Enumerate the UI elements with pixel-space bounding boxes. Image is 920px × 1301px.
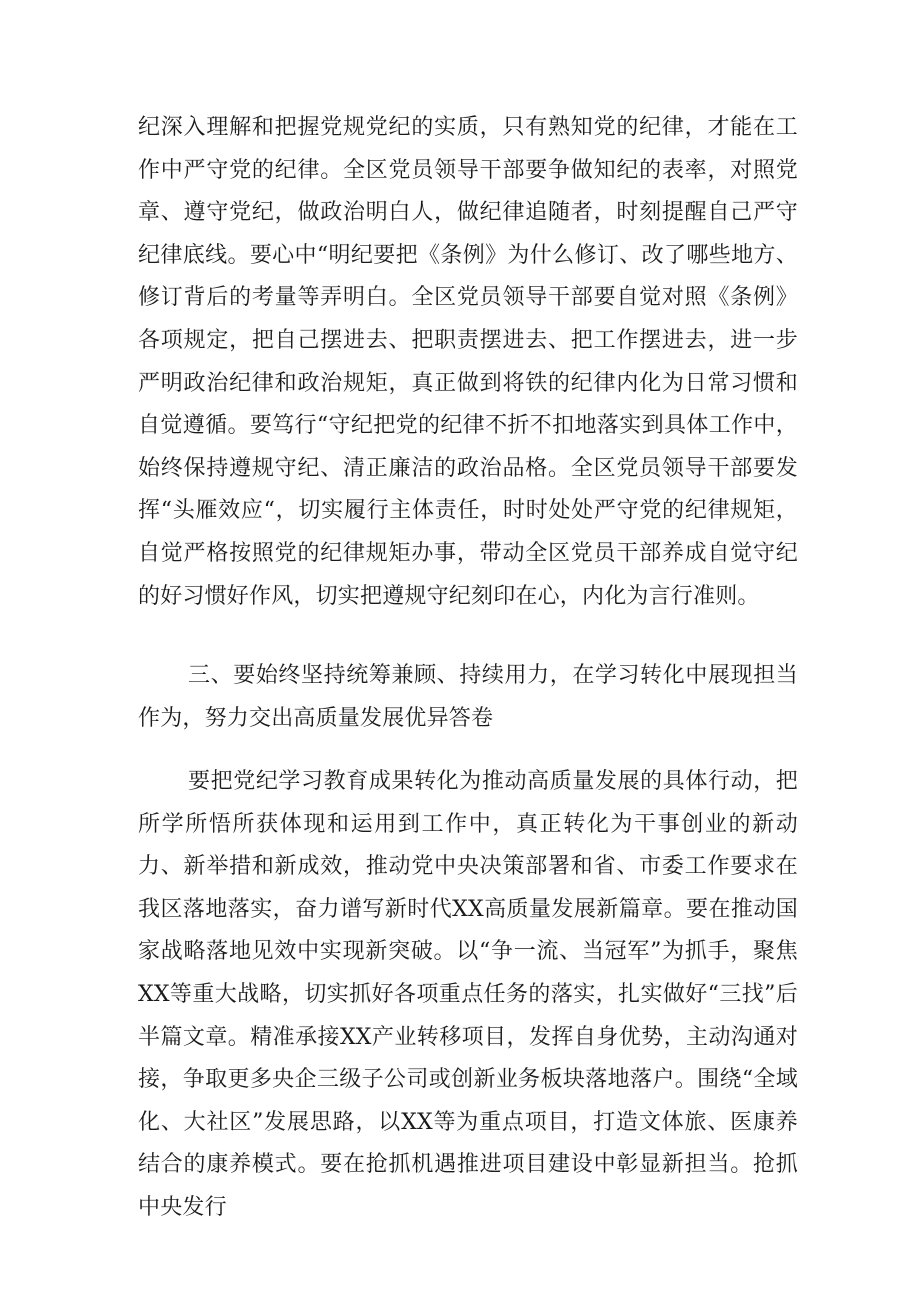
section-heading-3: 三、要始终坚持统筹兼顾、持续用力，在学习转化中展现担当作为，努力交出高质量发展优异答卷 <box>138 663 798 731</box>
paragraph-discipline: 纪深入理解和把握党规党纪的实质，只有熟知党的纪律，才能在工作中严守党的纪律。全区党员领导干部要争做知纪的表率，对照党章、遵守党纪，做政治明白人，做纪律追随者，时刻提醒自己严守纪律底线。要心中“明纪要把《条例》为什么修订、改了哪些地方、修订背后的考量等弄明白。全区党员领导干部要自觉对照《条例》各项规定，把自己摆进去、把职责摆进去、把工作摆进去，进一步严明政治纪律和政治规矩，真正做到将铁的纪律内化为日常习惯和自觉遵循。要笃行“守纪把党的纪律不折不扣地落实到具体工作中，始终保持遵规守纪、清正廉洁的政治品格。全区党员领导干部要发挥“头雁效应“，切实履行主体责任，时时处处严守党的纪律规矩，自觉严格按照党的纪律规矩办事，带动全区党员干部养成自觉守纪的好习惯好作风，切实把遵规守纪刻印在心，内化为言行准则。 <box>138 115 798 609</box>
paragraph-development: 要把党纪学习教育成果转化为推动高质量发展的具体行动，把所学所悟所获体现和运用到工作中，真正转化为干事创业的新动力、新举措和新成效，推动党中央决策部署和省、市委工作要求在我区落地落实，奋力谱写新时代XX高质量发展新篇章。要在推动国家战略落地见效中实现新突破。以“争一流、当冠军”为抓手，聚焦XX等重大战略，切实抓好各项重点任务的落实，扎实做好“三找”后半篇文章。精准承接XX产业转移项目，发挥自身优势，主动沟通对接，争取更多央企三级子公司或创新业务板块落地落户。围绕“全域化、大社区”发展思路，以XX等为重点项目，打造文体旅、医康养结合的康养模式。要在抢抓机遇推进项目建设中彰显新担当。抢抓中央发行 <box>138 769 798 1220</box>
